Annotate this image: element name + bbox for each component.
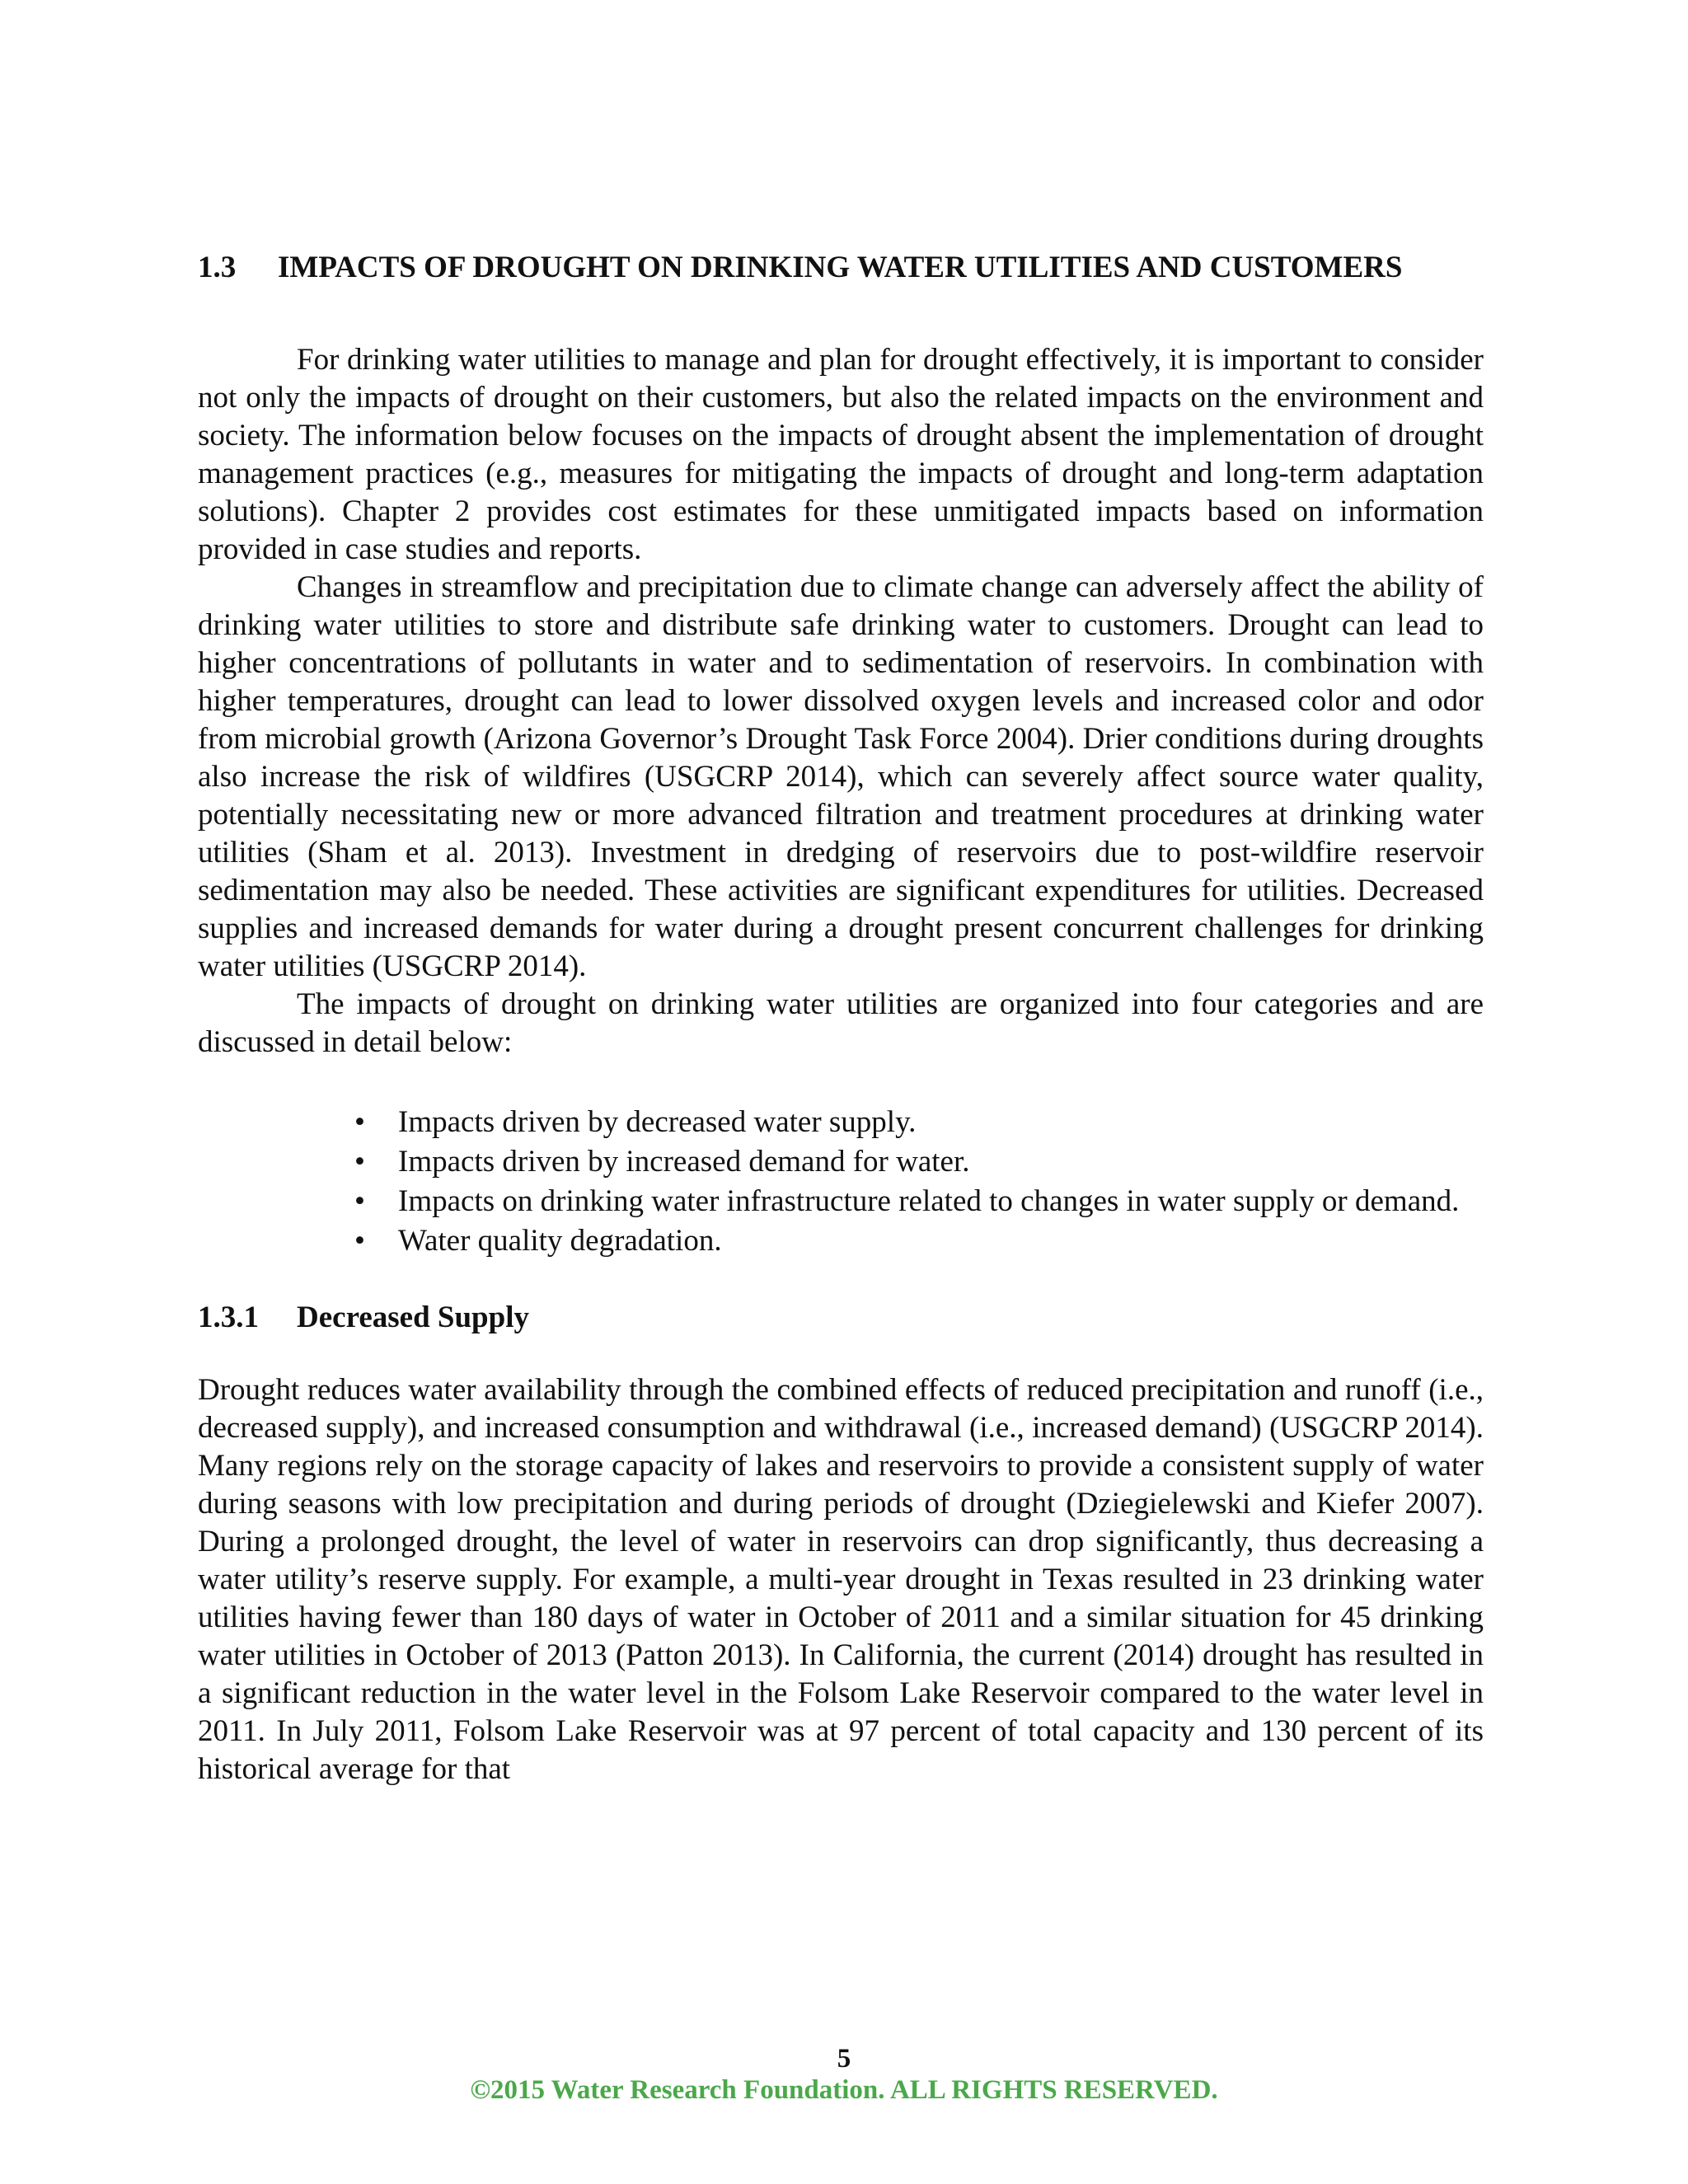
impact-categories-list [198, 1103, 1484, 1261]
list-item [354, 1182, 1484, 1221]
intro-paragraph-2: Changes in streamflow and precipitation due to climate change can adversely affect the ability of drinking water utilities to store and distribute safe drinking water to customers. Drought can lead to higher concentrations of pollutants in water and to sedimentation of reservoirs. In combination with higher temperatures, drought can lead to lower dissolved oxygen levels and increased color and odor from microbial growth (Arizona Governor’s Drought Task Force 2004). Drier conditions during droughts also increase the risk of wildfires (USGCRP 2014), which can severely affect source water quality, potentially necessitating new or more advanced filtration and treatment procedures at drinking water utilities (Sham et al. 2013). Investment in dredging of reservoirs due to post-wildfire reservoir sedimentation may also be needed. These activities are significant expenditures for utilities. Decreased supplies and increased demands for water during a drought present concurrent challenges for drinking water utilities (USGCRP 2014). [198, 570, 1484, 983]
list-item-text: Water quality degradation. [398, 1224, 722, 1258]
subsection-heading [198, 1297, 1484, 1338]
subsection-number: 1.3.1 [198, 1301, 259, 1334]
bullet-icon: • [354, 1145, 365, 1179]
section-number: 1.3 [198, 251, 237, 284]
bullet-icon: • [354, 1105, 365, 1139]
list-item [354, 1142, 1484, 1182]
list-item [354, 1103, 1484, 1142]
intro-paragraph-3: The impacts of drought on drinking water utilities are organized into four categories and are discussed in detail below: [198, 987, 1484, 1059]
decreased-supply-paragraph: Drought reduces water availability through the combined effects of reduced precipitation and runoff (i.e., decreased supply), and increased consumption and withdrawal (i.e., increased demand) (USGCRP 2014). Many regions rely on the storage capacity of lakes and reservoirs to provide a consistent supply of water during seasons with low precipitation and during periods of drought (Dziegielewski and Kiefer 2007). During a prolonged drought, the level of water in reservoirs can drop significantly, thus decreasing a water utility’s reserve supply. For example, a multi-year drought in Texas resulted in 23 drinking water utilities having fewer than 180 days of water in October of 2011 and a similar situation for 45 drinking water utilities in October of 2013 (Patton 2013). In California, the current (2014) drought has resulted in a significant reduction in the water level in the Folsom Lake Reservoir compared to the water level in 2011. In July 2011, Folsom Lake Reservoir was at 97 percent of total capacity and 130 percent of its historical average for that [198, 1373, 1484, 1786]
bullet-icon: • [354, 1224, 365, 1258]
document-page [198, 247, 1484, 1788]
intro-paragraph-1: For drinking water utilities to manage and plan for drought effectively, it is important to consider not only the impacts of drought on their customers, but also the related impacts on the environment and society. The information below focuses on the impacts of drought absent the implementation of drought management practices (e.g., measures for mitigating the impacts of drought and long-term adaptation solutions). Chapter 2 provides cost estimates for these unmitigated impacts based on information provided in case studies and reports. [198, 343, 1484, 566]
section-title: IMPACTS OF DROUGHT ON DRINKING WATER UTILITIES AND CUSTOMERS [278, 251, 1403, 284]
page-number: 5 [837, 2044, 851, 2074]
list-item-text: Impacts driven by increased demand for water. [398, 1145, 970, 1179]
list-item-text: Impacts driven by decreased water supply. [398, 1105, 917, 1139]
copyright-notice: ©2015 Water Research Foundation. ALL RIGHTS RESERVED. [470, 2075, 1218, 2105]
bullet-icon: • [354, 1184, 365, 1218]
subsection-title: Decreased Supply [297, 1301, 529, 1334]
list-item-text: Impacts on drinking water infrastructure related to changes in water supply or demand. [398, 1184, 1460, 1218]
list-item [354, 1221, 1484, 1261]
section-heading [198, 247, 1484, 288]
